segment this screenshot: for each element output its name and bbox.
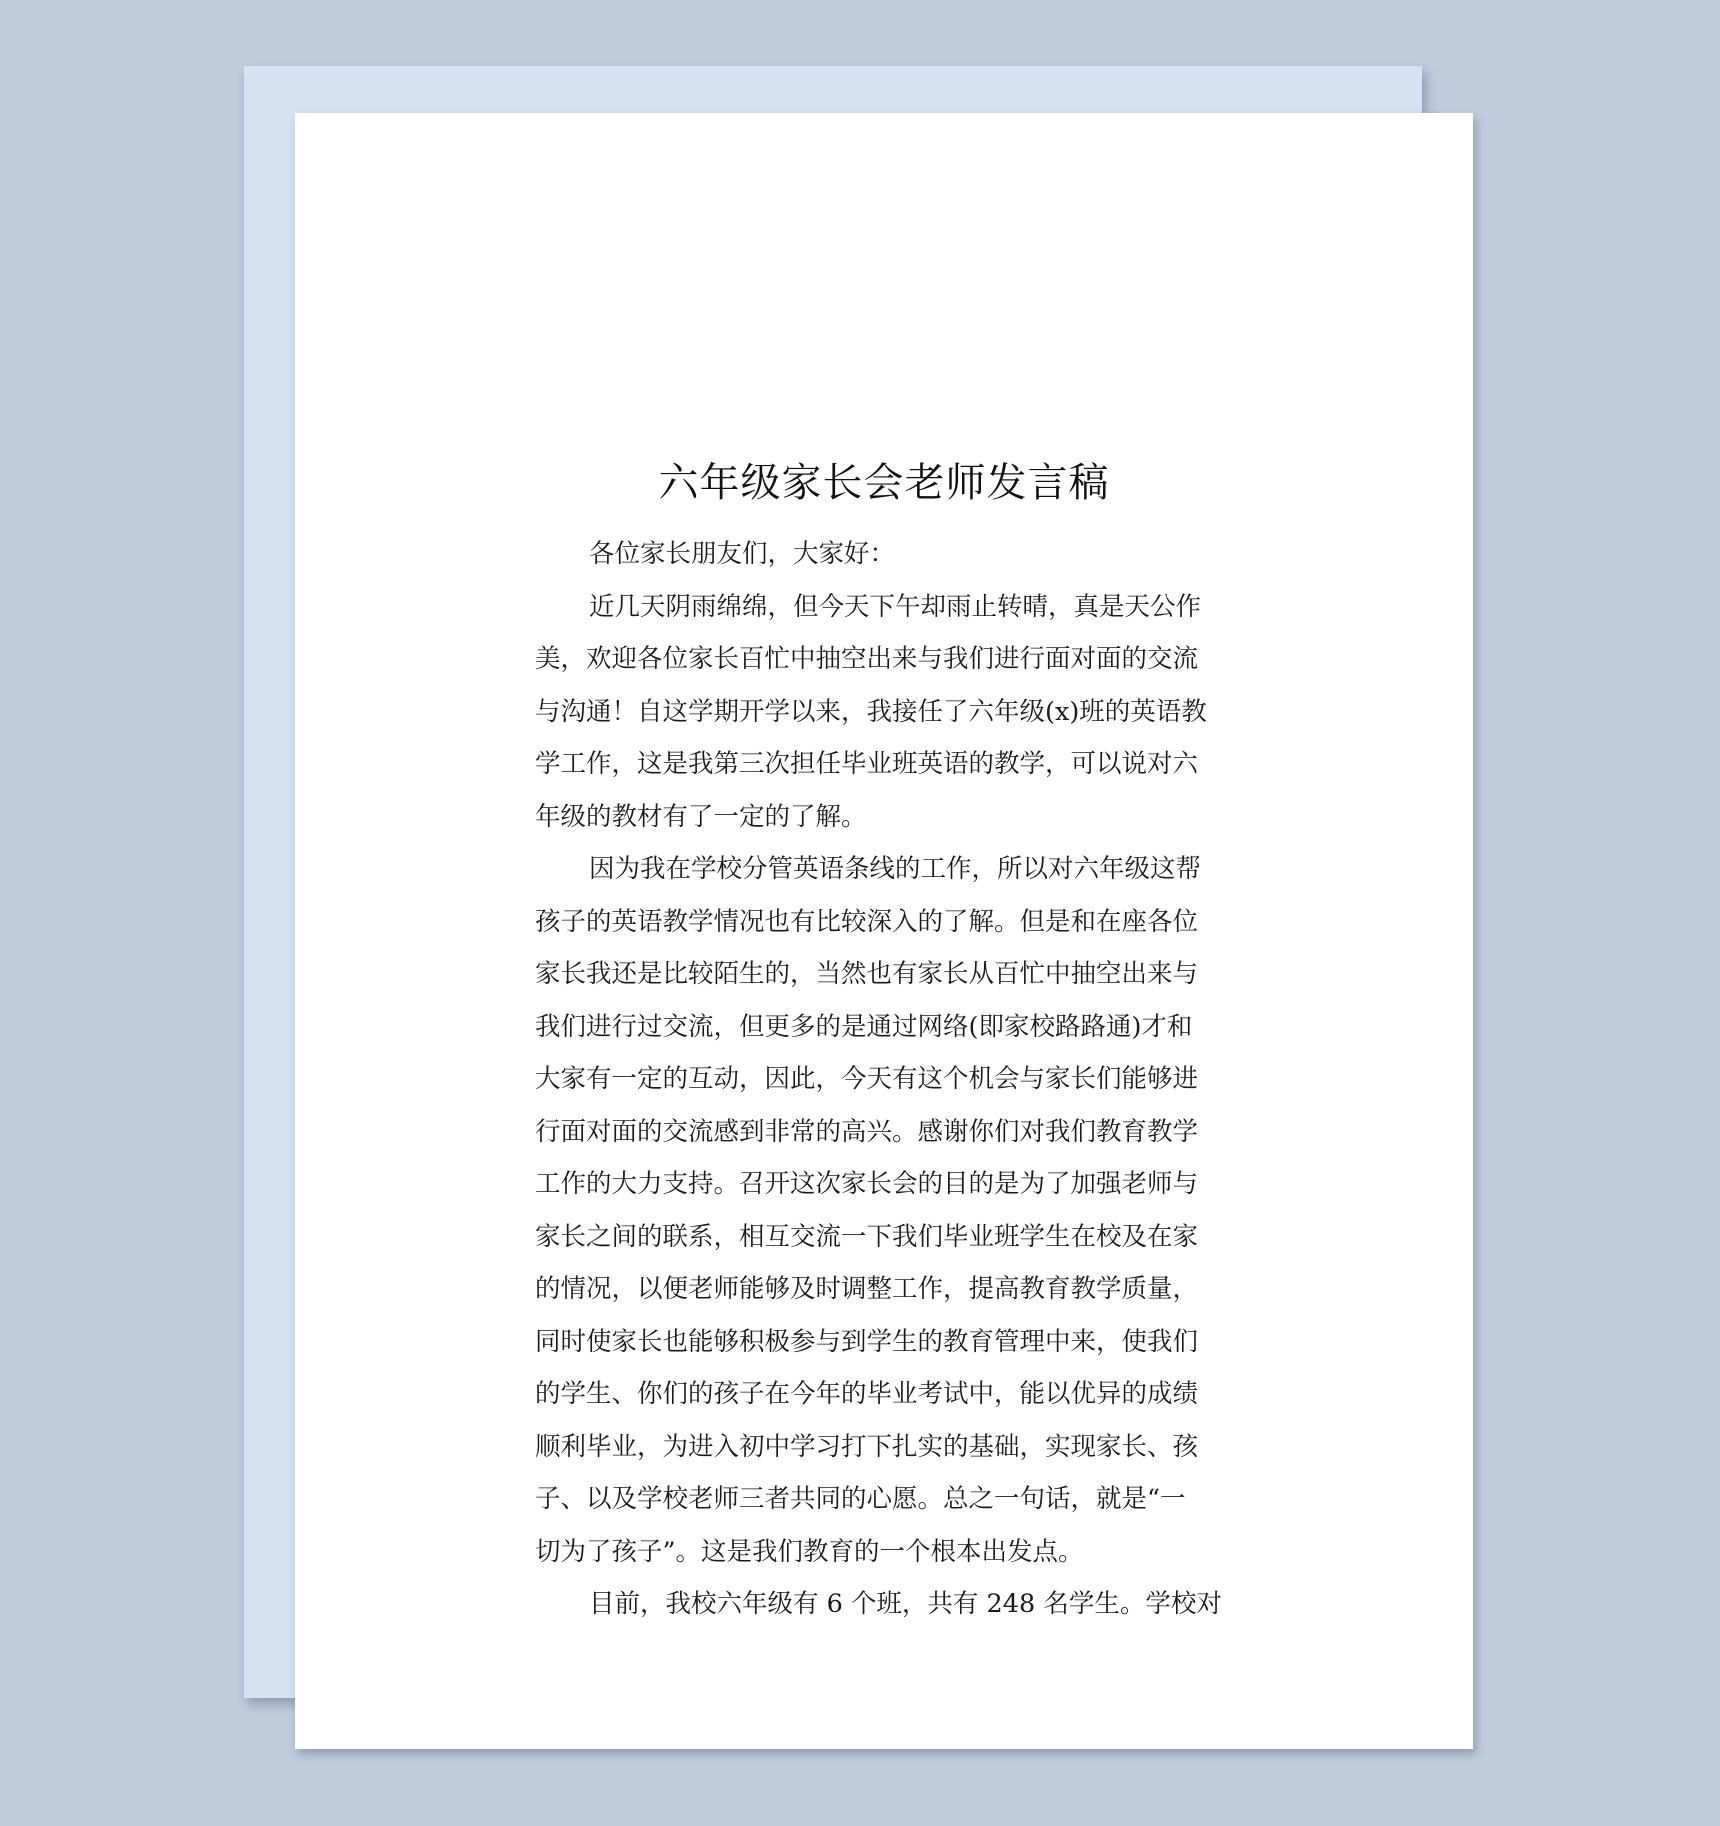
text-line: 顺利毕业，为进入初中学习打下扎实的基础，实现家长、孩 (535, 1431, 1199, 1462)
text-line: 大家有一定的互动，因此，今天有这个机会与家长们能够进 (535, 1064, 1199, 1094)
text-line: 子、以及学校老师三者共同的心愿。总之一句话，就是“一 (535, 1484, 1186, 1514)
text-line: 家长我还是比较陌生的，当然也有家长从百忙中抽空出来与 (535, 959, 1199, 989)
text-line: 美，欢迎各位家长百忙中抽空出来与我们进行面对面的交流 (535, 644, 1199, 674)
text-line: 目前，我校六年级有 6 个班，共有 248 名学生。学校对 (589, 1589, 1222, 1619)
text-line: 的学生、你们的孩子在今年的毕业考试中，能以优异的成绩 (535, 1379, 1199, 1409)
text-line: 行面对面的交流感到非常的高兴。感谢你们对我们教育教学 (535, 1116, 1199, 1147)
text-line: 的情况，以便老师能够及时调整工作，提高教育教学质量， (535, 1274, 1199, 1304)
text-line: 家长之间的联系，相互交流一下我们毕业班学生在校及在家 (535, 1221, 1199, 1252)
text-line: 与沟通！自这学期开学以来，我接任了六年级(x)班的英语教 (535, 696, 1207, 727)
text-line: 各位家长朋友们，大家好： (589, 539, 896, 569)
text-line: 学工作，这是我第三次担任毕业班英语的教学，可以说对六 (535, 749, 1199, 779)
text-line: 切为了孩子”。这是我们教育的一个根本出发点。 (535, 1536, 1084, 1567)
text-line: 工作的大力支持。召开这次家长会的目的是为了加强老师与 (535, 1169, 1199, 1199)
text-line: 我们进行过交流，但更多的是通过网络(即家校路路通)才和 (535, 1011, 1193, 1042)
text-line: 孩子的英语教学情况也有比较深入的了解。但是和在座各位 (535, 906, 1199, 937)
text-line: 年级的教材有了一定的了解。 (535, 801, 867, 832)
document-page (295, 113, 1473, 1749)
text-line: 同时使家长也能够积极参与到学生的教育管理中来，使我们 (535, 1326, 1199, 1357)
document-title: 六年级家长会老师发言稿 (658, 460, 1110, 506)
document-body (535, 528, 1235, 1631)
text-line: 因为我在学校分管英语条线的工作，所以对六年级这帮 (589, 854, 1202, 884)
text-line: 近几天阴雨绵绵，但今天下午却雨止转晴，真是天公作 (589, 591, 1202, 622)
